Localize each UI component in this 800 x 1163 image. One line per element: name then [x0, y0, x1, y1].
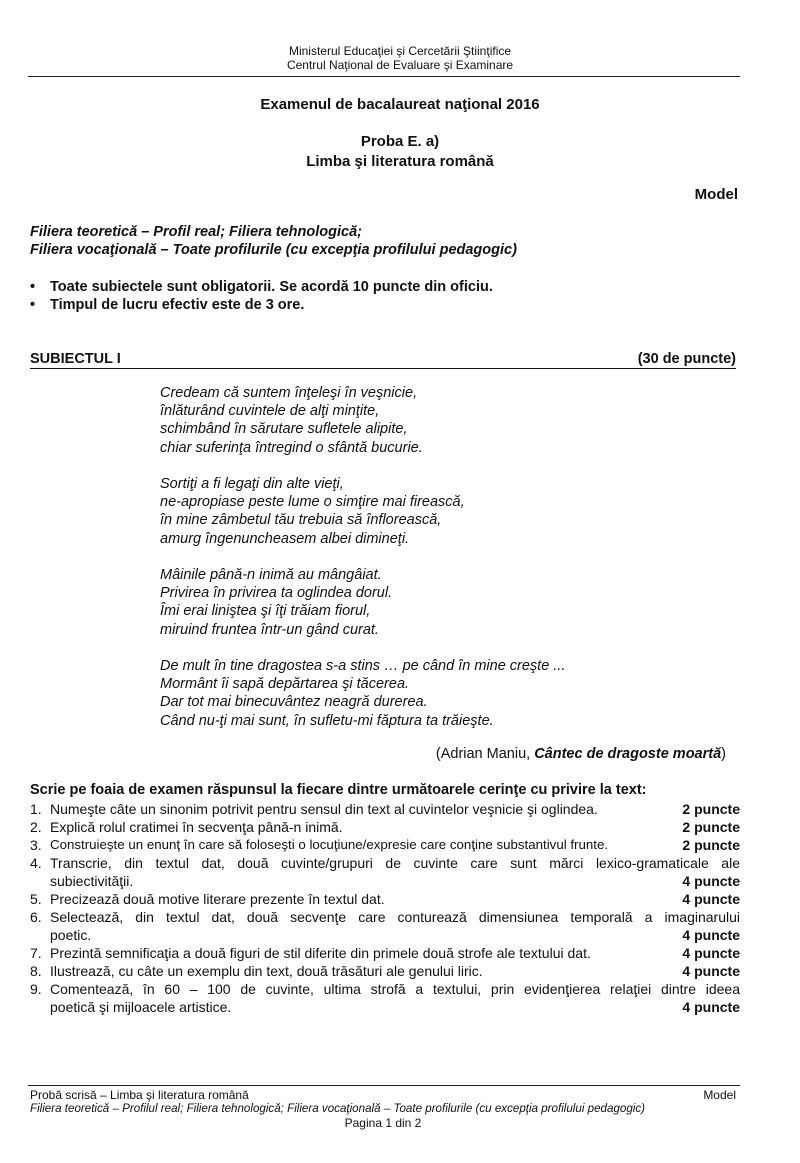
- task-number: 3.: [30, 837, 42, 853]
- exam-subtitle: [0, 132, 800, 172]
- poem-attribution: [436, 746, 726, 762]
- page-footer: [30, 1088, 736, 1130]
- rule-item: [30, 278, 493, 296]
- section-label: SUBIECTUL I: [30, 351, 121, 367]
- attribution-close: ): [721, 746, 726, 762]
- poem-line: miruind fruntea într-un gând curat.: [160, 621, 379, 638]
- task-number: 1.: [30, 801, 42, 817]
- task-item: [30, 800, 740, 818]
- exam-title: Examenul de bacalaureat naţional 2016: [260, 96, 540, 113]
- poem-stanza: [160, 657, 565, 730]
- poem-line: Mâinile până-n inimă au mângâiat.: [160, 567, 382, 583]
- ministry-name: Ministerul Educaţiei şi Cercetării Ştiinţifice: [288, 44, 512, 58]
- task-text: Precizează două motive literare prezente în textul dat.: [50, 891, 385, 907]
- section-heading: [30, 350, 736, 369]
- footer-exam-label: Probă scrisă – Limba şi literatura română: [30, 1088, 249, 1102]
- header-rule: [28, 76, 740, 77]
- task-text: Numeşte câte un sinonim potrivit pentru sensul din text al cuvintelor veşnicie şi oglindea.: [50, 801, 598, 817]
- filiera-line-2: Filiera vocaţională – Toate profilurile (cu excepţia profilului pedagogic): [30, 242, 517, 258]
- task-item: [30, 908, 740, 944]
- task-text: Transcrie, din textul dat, două cuvinte/grupuri de cuvinte care sunt mărci lexico-gramaticale ale: [50, 855, 740, 871]
- task-points: 2 puncte: [682, 801, 740, 817]
- task-points: 4 puncte: [682, 891, 740, 907]
- task-points: 4 puncte: [682, 927, 740, 943]
- footer-rule: [28, 1085, 740, 1086]
- ministry-header: [0, 44, 800, 72]
- task-points: 2 puncte: [682, 837, 740, 853]
- poem-line: Dar tot mai binecuvântez neagră durerea.: [160, 694, 428, 711]
- task-list: [30, 800, 740, 1016]
- task-text: Construieşte un enunţ în care să foloseşti o locuţiune/expresie care conţine substantivul frunte.: [50, 837, 609, 852]
- task-text: Explică rolul cratimei în secvenţa până-n inimă.: [50, 819, 343, 835]
- footer-filiera: Filiera teoretică – Profilul real; Filiera tehnologică; Filiera vocaţională – Toate profilurile (cu excepţia profilului pedagogic): [30, 1102, 646, 1115]
- task-text-cont: subiectivităţii.: [50, 873, 134, 889]
- poem-line: ne-apropiase peste lume o simţire mai firească,: [160, 494, 465, 511]
- task-points: 4 puncte: [682, 999, 740, 1015]
- task-text: Comentează, în 60 – 100 de cuvinte, ultima strofă a textului, prin evidenţierea relaţiei dintre ideea: [50, 981, 740, 997]
- subject-label: Limba şi literatura română: [306, 153, 494, 170]
- task-text: Prezintă semnificaţia a două figuri de stil diferite din primele două strofe ale textului dat.: [50, 945, 591, 961]
- model-label: Model: [694, 186, 738, 203]
- task-points: 4 puncte: [682, 945, 740, 961]
- task-number: 2.: [30, 819, 42, 835]
- rule-item: [30, 296, 493, 314]
- task-points: 4 puncte: [682, 873, 740, 889]
- task-text-cont: poetic.: [50, 927, 92, 943]
- poem-line: în mine zâmbetul tău trebuia să înflorească,: [160, 512, 442, 529]
- task-item: [30, 944, 740, 962]
- poem-line: amurg îngenuncheasem albei dimineţi.: [160, 530, 410, 547]
- task-number: 7.: [30, 945, 42, 961]
- task-item: [30, 890, 740, 908]
- task-item: [30, 962, 740, 980]
- center-name: Centrul Naţional de Evaluare şi Examinare: [286, 58, 514, 72]
- task-number: 5.: [30, 891, 42, 907]
- poem-stanza: [160, 566, 565, 639]
- task-number: 6.: [30, 909, 42, 925]
- task-item: [30, 854, 740, 890]
- poem-line: Sortiţi a fi legaţi din alte vieţi,: [160, 476, 344, 492]
- task-item: [30, 980, 740, 1016]
- poem-line: chiar suferinţa întregind o sfântă bucurie.: [160, 439, 423, 456]
- poem: [160, 384, 565, 748]
- task-text: Ilustrează, cu câte un exemplu din text, două trăsături ale genului liric.: [50, 963, 483, 979]
- task-points: 4 puncte: [682, 963, 740, 979]
- filiera-line-1: Filiera teoretică – Profil real; Filiera tehnologică;: [30, 224, 362, 240]
- poem-line: Credeam că suntem înţeleşi în veşnicie,: [160, 385, 418, 401]
- work-title: Cântec de dragoste moartă: [534, 746, 722, 762]
- poem-stanza: [160, 384, 565, 457]
- footer-model-label: Model: [703, 1088, 736, 1102]
- task-points: 2 puncte: [682, 819, 740, 835]
- author-name: (Adrian Maniu,: [435, 746, 535, 762]
- rule-text: Toate subiectele sunt obligatorii. Se acordă 10 puncte din oficiu.: [50, 279, 493, 295]
- bullet-icon: •: [30, 297, 36, 313]
- task-text-cont: poetică şi mijloacele artistice.: [50, 999, 232, 1015]
- proba-label: Proba E. a): [360, 133, 440, 150]
- rule-text: Timpul de lucru efectiv este de 3 ore.: [50, 297, 305, 313]
- task-number: 4.: [30, 855, 42, 871]
- section-points: (30 de puncte): [637, 351, 736, 367]
- poem-line: Când nu-ţi mai sunt, în sufletu-mi făptura ta trăieşte.: [160, 712, 494, 729]
- poem-line: Privirea în privirea ta oglindea dorul.: [160, 585, 393, 602]
- poem-stanza: [160, 475, 565, 548]
- poem-line: Îmi erai liniştea şi îţi trăiam fiorul,: [160, 603, 371, 620]
- filiera-block: [30, 223, 517, 259]
- task-number: 9.: [30, 981, 42, 997]
- page-number: Pagina 1 din 2: [344, 1116, 422, 1130]
- instructions: Scrie pe foaia de examen răspunsul la fiecare dintre următoarele cerinţe cu privire la text:: [30, 782, 647, 798]
- poem-line: schimbând în sărutare sufletele alipite,: [160, 421, 408, 438]
- poem-line: înlăturând cuvintele de alţi minţite,: [160, 403, 380, 420]
- task-number: 8.: [30, 963, 42, 979]
- task-item: [30, 836, 740, 854]
- poem-line: Mormânt îi sapă depărtarea şi tăcerea.: [160, 676, 410, 693]
- rules-list: [30, 278, 493, 314]
- task-item: [30, 818, 740, 836]
- task-text: Selectează, din textul dat, două secvenţe care conturează dimensiunea temporală a imaginarului: [50, 909, 740, 925]
- poem-line: De mult în tine dragostea s-a stins … pe când în mine creşte ...: [160, 658, 566, 674]
- bullet-icon: •: [30, 279, 36, 295]
